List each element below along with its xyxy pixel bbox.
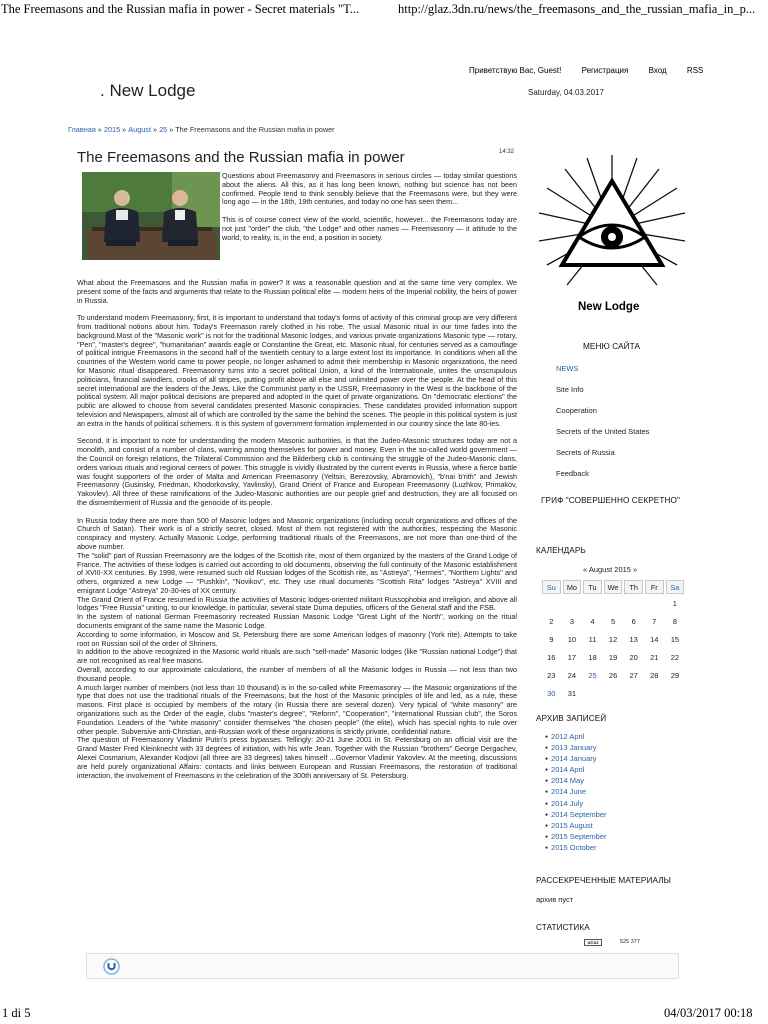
- calendar-day: 12: [608, 635, 618, 644]
- breadcrumb-month[interactable]: August: [128, 125, 151, 134]
- article-body: [77, 279, 517, 780]
- calendar-day: 17: [567, 653, 577, 662]
- calendar-month-nav[interactable]: « August 2015 »: [583, 565, 638, 574]
- body-paragraph: The question of Freemasonry Vladimir Putin's press bypasses. Tellingly: 20-21 June 2001 in St. Petersburg on an official visit are the Grand Master Fred Kleinknecht with 33 degrees of initiation, with his wife Jean. Together with the Russian "brothers" George Dergachev, Alexei Cosmarium, Alexander Kodjovi (all three are 33 degrees) takes himself ...Governor Vladimir Yakovlev. At the meeting, discussions are held purely organizational Affairs: contacts and links between European and Russian Freemasons, the restoration of traditional interaction, the involvement of Freemasons in the celebration of the 300th anniversary of St. Petersburg.: [77, 735, 517, 780]
- declassified-heading: РАССЕКРЕЧЕННЫЕ МАТЕРИАЛЫ: [536, 876, 672, 885]
- calendar-day: 21: [650, 653, 659, 662]
- article-title: The Freemasons and the Russian mafia in power: [77, 149, 405, 166]
- current-date: Saturday, 04.03.2017: [528, 88, 604, 97]
- calendar-day: 3: [569, 617, 574, 626]
- calendar-weekday: Sa: [666, 580, 685, 594]
- archive-item[interactable]: ● 2014 January: [545, 753, 607, 764]
- calendar-day[interactable]: 25: [588, 671, 597, 680]
- calendar-day: 28: [650, 671, 659, 680]
- archive-item[interactable]: ● 2015 September: [545, 831, 607, 842]
- archive-item[interactable]: ● 2014 June: [545, 786, 607, 797]
- breadcrumb: [68, 125, 335, 134]
- top-nav: [469, 66, 721, 75]
- calendar-day[interactable]: 30: [547, 689, 556, 698]
- print-datetime: 04/03/2017 00:18: [664, 1006, 753, 1020]
- body-paragraph: In addition to the above recognized in the Masonic world rituals are such "self-made" Masonic lodges (like "Russian national Lodge") that are not recognised as real free masons.: [77, 647, 517, 666]
- archive-item[interactable]: ● 2015 August: [545, 820, 607, 831]
- archive-item[interactable]: ● 2015 October: [545, 842, 607, 853]
- calendar-weekday: Tu: [583, 580, 602, 594]
- menu-item-feedback[interactable]: Feedback: [556, 469, 589, 478]
- breadcrumb-separator: »: [150, 125, 160, 134]
- calendar-heading: КАЛЕНДАРЬ: [536, 546, 586, 555]
- calendar-day: 4: [590, 617, 595, 626]
- calendar-weekday: Th: [624, 580, 643, 594]
- body-paragraph: The "solid" part of Russian Freemasonry are the lodges of the Scottish rite, most of them organized by the masters of the Grand Lodge of France. The activities of these lodges is carried out according to old documents, observing the full continuity of the Masonic establishment of XVIII-XX centuries. By 1998, were resumed such old Russian lodges of the Scottish rite, as "Astreya", "Hermes", "Northern Lights" and others, organized a new Lodge — "Pushkin", "Novikov", etc. They use ritual documents "Scottish Rita" lodges "Astreya" XVIII and emigrant Lodge "Astreya" 20-30-ies of XX century.: [77, 550, 517, 595]
- calendar-day: 22: [670, 653, 680, 662]
- body-paragraph: Overall, according to our approximate calculations, the number of members of all the Masonic lodges in Russia — not less than two thousand people.: [77, 665, 517, 683]
- calendar-day: 26: [608, 671, 618, 680]
- archive-item[interactable]: ● 2014 September: [545, 809, 607, 820]
- calendar-day: 16: [547, 653, 556, 662]
- calendar-day: 31: [567, 689, 577, 698]
- body-paragraph: In the system of national German Freemasonry recreated Russian Masonic Lodge "Great Light of the North", working on the ritual documents emigrant of the same name the Masonic Lodge.: [77, 612, 517, 631]
- calendar-day: 2: [549, 617, 554, 626]
- print-page-title: The Freemasons and the Russian mafia in power - Secret materials "T...: [1, 2, 360, 16]
- calendar-day: 18: [588, 653, 597, 662]
- breadcrumb-current: The Freemasons and the Russian mafia in power: [175, 125, 335, 134]
- calendar-day: 29: [670, 671, 680, 680]
- calendar-day: 7: [652, 617, 657, 626]
- calendar-empty-cell: [644, 596, 665, 612]
- calendar-day: 19: [608, 653, 618, 662]
- calendar-empty-cell: [603, 596, 624, 612]
- calendar-day: 23: [547, 671, 556, 680]
- article-time: 14:32: [499, 149, 515, 155]
- declassified-empty-text: архив пуст: [536, 895, 574, 904]
- calendar-grid: [541, 580, 686, 702]
- print-footer: [0, 1004, 768, 1024]
- calendar-empty-cell: [623, 596, 644, 612]
- ucoz-bottom-bar: [86, 953, 679, 979]
- counter-logo: uCoz: [584, 939, 602, 946]
- calendar-day: 5: [610, 617, 616, 626]
- article-photo: [82, 172, 220, 260]
- body-paragraph: Second, it is important to note for understanding the modern Masonic authorities, is that the Judeo-Masonic structures today are not a monolith, and consist of a number of clans, warring among themselves for power and money. Even in the so-called world government — the Council on foreign relations, the Trilateral Commission and the Bilderberg club is continuing the struggle of the Judeo-Masonic clans, orders various rituals and regional centers of power. This struggle is vividly illustrated by the current events in Russia, where a fierce battle was fought supporters of the order of Malta and American Freemasonry (Yeltsin, Berezovsky, Abramovich), "b'nai b'rith" and Jewish Freemasonry (Gusinsky, Friedman, Khodorkovsky, Yavlinsky), Grand Orient of France and European Freemasonry (Luzhkov, Primakov, Yakovlev). All three of these ramifications of the Judeo-Masonic authorities are our people grief and destruction, they are all focused on the dismemberment of Russia and the genocide of its people.: [77, 436, 517, 507]
- calendar-day: 13: [629, 635, 638, 644]
- archive-item[interactable]: ● 2014 April: [545, 764, 607, 775]
- register-link[interactable]: Регистрация: [581, 66, 629, 75]
- body-paragraph: The Grand Orient of France resumed in Russia the activities of Masonic lodges-oriented militant Russophobia and irreligion, and above all lodges "Free Russia" uniting, to our knowledge, in particular, several state Duma deputies, officers of the General staff and the FSB.: [77, 594, 517, 613]
- intro-paragraph: Questions about Freemasonry and Freemasons in serious circles — today similar questions about the aliens. All this, as it has long been known, nothing but science has not been confirmed. People tend to think sensibly believe that the Freemasons were, but they were long ago — in the 18th, 19th centuries, and today no one has seen them...: [222, 171, 517, 207]
- all-seeing-eye-emblem: [537, 153, 687, 301]
- archive-item[interactable]: ● 2014 May: [545, 775, 607, 786]
- breadcrumb-separator: »: [167, 125, 176, 134]
- calendar-day: 11: [588, 635, 597, 644]
- body-paragraph: In Russia today there are more than 500 of Masonic lodges and Masonic organizations (including occult organizations and offices of the Church of Satan). Their work is of a strictly secret, closed. Most of them not registered with the authorities, respecting the Masonic conspiracy and mystery. Actually Masonic Lodge, performing traditional rituals of the Freemasons, are not more than one-third of the above number.: [77, 515, 517, 551]
- calendar-day: 10: [567, 635, 577, 644]
- sidebar-brand: New Lodge: [578, 301, 640, 313]
- counter-value: 525 377: [620, 939, 640, 945]
- visit-counter[interactable]: [584, 939, 644, 947]
- calendar-weekday: Su: [542, 580, 561, 594]
- archive-heading: АРХИВ ЗАПИСЕЙ: [536, 714, 607, 723]
- breadcrumb-year[interactable]: 2015: [103, 125, 121, 134]
- print-page-number: 1 di 5: [2, 1006, 31, 1020]
- calendar-empty-cell: [582, 596, 603, 612]
- body-paragraph: A much larger number of members (not less than 10 thousand) is in the so-called white Freemasonry — the Masonic organizations of the type that does not use the traditional rituals of the Freemasons, but the host of the Masonic principles of life and led, as a rule, these masons. First place is occupied by members of the rotary (in Russia there are several dozen). Very typical of "white masonry" are organizations such as the Order of the eagle, clubs "master's degree", "Reform", "Cooperation", "international Russian club", the Soros Foundation. Leaders of the "white masonry" consider themselves "the chosen people" (the elite), which has special rights to rule over other people. Subversive anti-Christian, anti-Russian work of these organizations is strictly private, confidential nature.: [77, 682, 517, 736]
- calendar-day: 1: [672, 599, 677, 608]
- calendar-day: 14: [650, 635, 659, 644]
- calendar-day: 15: [670, 635, 680, 644]
- breadcrumb-separator: »: [95, 125, 104, 134]
- body-paragraph: According to some information, in Moscow and St. Petersburg there are some American lodges of masonry (York rite). Attempts to take root on Russian soil of the order of Shriners.: [77, 629, 517, 648]
- calendar-day: 6: [631, 617, 636, 626]
- login-link[interactable]: Вход: [648, 66, 667, 75]
- archive-item[interactable]: ● 2013 January: [545, 742, 607, 753]
- menu-item-news[interactable]: NEWS: [556, 364, 579, 373]
- calendar-empty-cell: [541, 596, 562, 612]
- statistics-heading: СТАТИСТИКА: [536, 923, 590, 932]
- breadcrumb-separator: »: [120, 125, 129, 134]
- rss-link[interactable]: RSS: [686, 66, 704, 75]
- body-paragraph: What about the Freemasons and the Russian mafia in power? It was a reasonable question and at the same time very complex. We present some of the facts and arguments that relate to the Russian political elite — modern heirs of the Imperial nobility, the heirs of power in Russia.: [77, 278, 517, 305]
- calendar-day: 24: [567, 671, 577, 680]
- article-intro: [222, 172, 517, 251]
- menu-item-site-info[interactable]: Site Info: [556, 385, 584, 394]
- archive-item[interactable]: ● 2014 July: [545, 798, 607, 809]
- breadcrumb-day[interactable]: 25: [159, 125, 168, 134]
- menu-item-secrets-us[interactable]: Secrets of the United States: [556, 427, 650, 436]
- calendar-day: 8: [672, 617, 677, 626]
- calendar-weekday: Fr: [645, 580, 664, 594]
- intro-paragraph: This is of course correct view of the world, scientific, however... the Freemasons today are not just "order" the club, "the Lodge" and other names — Freemasonry — it attitude to the world, to reality, is, in the end, a position in society.: [222, 214, 517, 242]
- archive-item[interactable]: ● 2012 April: [545, 731, 607, 742]
- calendar-weekday: We: [604, 580, 623, 594]
- print-header: [0, 0, 768, 22]
- calendar-day: 9: [549, 635, 554, 644]
- menu-heading: МЕНЮ САЙТА: [583, 342, 641, 351]
- site-logo[interactable]: . New Lodge: [100, 81, 196, 100]
- ucoz-icon[interactable]: [103, 958, 120, 975]
- menu-item-secrets-russia[interactable]: Secrets of Russia: [556, 448, 615, 457]
- breadcrumb-home[interactable]: Главная: [68, 125, 96, 134]
- body-paragraph: To understand modern Freemasonry, first, it is important to understand that today's forms of activity of this criminal group are very different from traditional notions about him. Today's Freemason rarely clothed in his robe. The usual Masonic ritual in our time fades into the background.Most of the "Masonic work" is not for the traditional Masonic lodges, and various private organizations Masonic type — rotary, "Pen", "master's degree", "humanitarian" awards eagle or Constantine the Great, etc. Masonic ritual, for centuries served as a camouflage of political intrigue Freemasons in the second half of the twentieth century to a large extent lost its importance. In conditions when all the countries of the Western world came to power people, no longer ashamed to admit their membership in Masonic organizations, the need for Masonic ritual disappeared. Freemasonry turns into a secret political Union, a kind of the Internationale, unites the unscrupulous politicians, financial swindlers, crooks of all stripes, putting profit above all else and unlimited power over the people. At the head of this secret international are the leaders of the Jews. Like the Communist party in the USSR, Freemasonry in the West is the backbone of the political system. All major political decisions are prepared and adopted in the quiet of private organizations. On "democratic elections" the public are allowed to choose from several candidates presented Masonic conspiracies. These candidates provided information support television and Newspapers, almost all of which are controlled by the same the behind the scenes. The people in this political system is just an extra in the hands of political schemers. It is this system of government formation implemented in our country since the late 80-ies.: [77, 313, 517, 428]
- print-page-url: http://glaz.3dn.ru/news/the_freemasons_and_the_russian_mafia_in_p...: [398, 2, 756, 16]
- calendar-empty-cell: [562, 596, 583, 612]
- greeting-text: Приветствую Вас, Guest!: [469, 66, 562, 75]
- top-secret-heading: ГРИФ "СОВЕРШЕННО СЕКРЕТНО": [541, 496, 680, 505]
- calendar-day: 20: [629, 653, 638, 662]
- calendar-weekday: Mo: [563, 580, 582, 594]
- menu-item-cooperation[interactable]: Cooperation: [556, 406, 597, 415]
- calendar-day: 27: [629, 671, 638, 680]
- archive-list: [545, 731, 607, 853]
- site-menu: [556, 364, 649, 490]
